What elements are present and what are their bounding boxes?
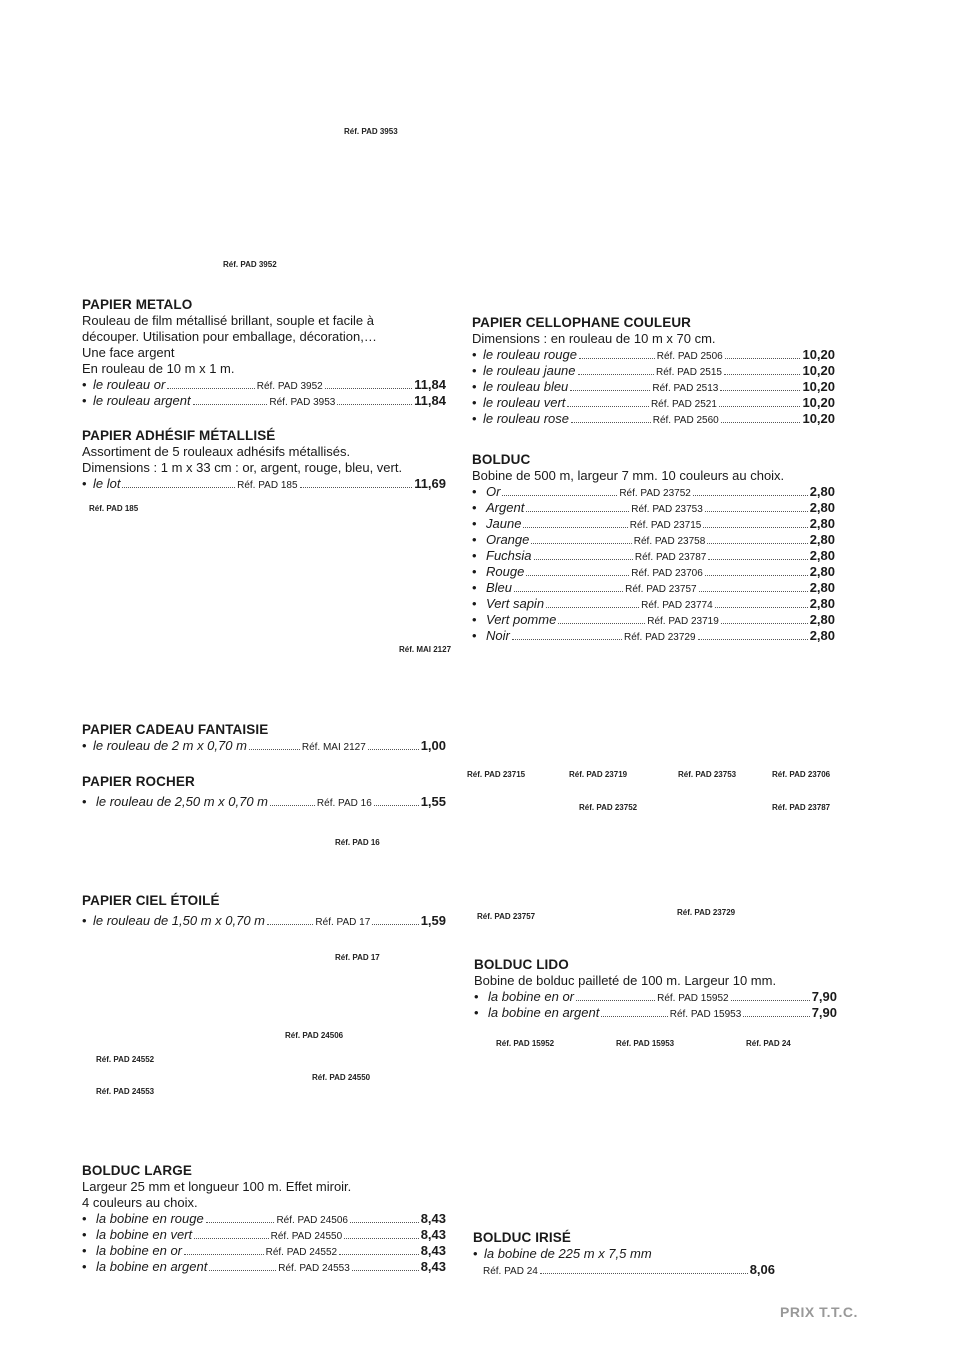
item-ref: Réf. PAD 23752 bbox=[619, 488, 691, 499]
item-price: 2,80 bbox=[809, 548, 835, 563]
price-row bbox=[472, 532, 835, 548]
leader-dots bbox=[708, 558, 807, 560]
description: Rouleau de film métallisé brillant, souple et facile à bbox=[82, 313, 374, 328]
leader-dots bbox=[339, 1253, 419, 1255]
leader-dots bbox=[720, 389, 800, 391]
leader-dots bbox=[184, 1253, 264, 1255]
item-price: 1,55 bbox=[420, 794, 446, 809]
description: Assortiment de 5 rouleaux adhésifs métallisés. bbox=[82, 444, 351, 459]
leader-dots bbox=[724, 373, 800, 375]
item-ref: Réf. PAD 24 bbox=[483, 1266, 538, 1277]
image-ref-tag: Réf. PAD 23706 bbox=[772, 770, 831, 779]
image-ref-tag: Réf. PAD 23729 bbox=[677, 908, 736, 917]
section-bolduc-large bbox=[82, 1163, 446, 1275]
price-row bbox=[472, 395, 835, 411]
item-price: 8,43 bbox=[420, 1211, 447, 1226]
image-ref-tag: Réf. PAD 15953 bbox=[616, 1039, 675, 1048]
section-bolduc-lido bbox=[474, 957, 837, 1021]
leader-dots bbox=[122, 486, 235, 488]
leader-dots bbox=[337, 403, 412, 405]
item-ref: Réf. PAD 3953 bbox=[269, 397, 336, 408]
leader-dots bbox=[721, 421, 801, 423]
image-ref-tag: Réf. PAD 24552 bbox=[96, 1055, 155, 1064]
item-price: 7,90 bbox=[811, 1005, 837, 1020]
item-price: 2,80 bbox=[809, 628, 835, 643]
item-ref: Réf. PAD 2560 bbox=[652, 415, 719, 426]
item-label: la bobine en vert bbox=[96, 1227, 193, 1242]
item-label: Vert sapin bbox=[486, 596, 545, 611]
leader-dots bbox=[167, 387, 254, 389]
description: Bobine de bolduc pailleté de 100 m. Largeur 10 mm. bbox=[474, 973, 777, 988]
image-ref-tag: Réf. PAD 24550 bbox=[312, 1073, 371, 1082]
leader-dots bbox=[715, 606, 808, 608]
leader-dots bbox=[693, 494, 808, 496]
item-price: 2,80 bbox=[809, 532, 835, 547]
item-label: la bobine en or bbox=[96, 1243, 183, 1258]
price-row bbox=[472, 580, 835, 596]
leader-dots bbox=[194, 1237, 269, 1239]
price-row bbox=[472, 596, 835, 612]
bullet-icon: • bbox=[472, 580, 477, 595]
item-label: le rouleau argent bbox=[93, 393, 191, 408]
item-price: 8,43 bbox=[420, 1227, 446, 1242]
item-label: Orange bbox=[486, 532, 530, 547]
image-ref-tag: Réf. PAD 16 bbox=[335, 838, 380, 847]
bullet-icon: • bbox=[472, 347, 477, 362]
section-title: BOLDUC LARGE bbox=[82, 1163, 192, 1178]
item-price: 11,84 bbox=[414, 393, 446, 408]
price-row bbox=[474, 1005, 837, 1021]
leader-dots bbox=[558, 622, 645, 624]
leader-dots bbox=[523, 526, 627, 528]
leader-dots bbox=[534, 558, 633, 560]
item-label: Rouge bbox=[486, 564, 525, 579]
section-title: BOLDUC bbox=[472, 452, 531, 467]
item-label: la bobine en argent bbox=[488, 1005, 600, 1020]
price-row bbox=[82, 1243, 446, 1259]
item-ref: Réf. PAD 2515 bbox=[656, 367, 722, 378]
item-price: 1,59 bbox=[420, 913, 446, 928]
leader-dots bbox=[721, 622, 808, 624]
item-ref: Réf. PAD 24550 bbox=[270, 1231, 343, 1242]
image-ref-tag: Réf. PAD 23753 bbox=[678, 770, 737, 779]
item-ref: Réf. PAD 23774 bbox=[641, 600, 713, 611]
bullet-icon: • bbox=[472, 548, 477, 563]
price-row bbox=[82, 1259, 446, 1275]
leader-dots bbox=[743, 1015, 809, 1017]
item-price: 2,80 bbox=[809, 612, 836, 627]
leader-dots bbox=[571, 421, 651, 423]
section-title: PAPIER CIEL ÉTOILÉ bbox=[82, 893, 220, 908]
image-ref-tag: Réf. PAD 23752 bbox=[579, 803, 638, 812]
item-ref: Réf. PAD 24552 bbox=[265, 1247, 338, 1258]
section-title: PAPIER ADHÉSIF MÉTALLISÉ bbox=[82, 428, 276, 443]
item-ref: Réf. PAD 15952 bbox=[657, 993, 729, 1004]
price-row bbox=[472, 363, 835, 379]
price-row bbox=[472, 564, 835, 580]
leader-dots bbox=[325, 387, 412, 389]
price-row bbox=[82, 1227, 446, 1243]
leader-dots bbox=[270, 804, 315, 806]
section-title: BOLDUC LIDO bbox=[474, 957, 569, 972]
image-ref-tag: Réf. PAD 24 bbox=[746, 1039, 791, 1048]
leader-dots bbox=[352, 1269, 419, 1271]
price-row bbox=[472, 516, 835, 532]
description: Largeur 25 mm et longueur 100 m. Effet miroir. bbox=[82, 1179, 352, 1194]
item-ref: Réf. PAD 24506 bbox=[276, 1215, 348, 1226]
bullet-icon: • bbox=[82, 738, 87, 753]
section-papier-ciel bbox=[82, 893, 446, 929]
item-label-row bbox=[473, 1246, 775, 1262]
item-ref: Réf. PAD 2506 bbox=[656, 351, 723, 362]
bullet-icon: • bbox=[473, 1246, 478, 1261]
item-price: 11,84 bbox=[414, 377, 447, 392]
item-price: 2,80 bbox=[809, 500, 835, 515]
item-label: le rouleau vert bbox=[483, 395, 566, 410]
item-label: la bobine en argent bbox=[96, 1259, 208, 1274]
item-price: 10,20 bbox=[802, 395, 835, 410]
image-ref-tag: Réf. PAD 23715 bbox=[467, 770, 526, 779]
bullet-icon: • bbox=[474, 1005, 479, 1020]
leader-dots bbox=[731, 999, 810, 1001]
image-ref-tag: Réf. PAD 23757 bbox=[477, 912, 536, 921]
item-ref: Réf. PAD 23706 bbox=[631, 568, 703, 579]
item-label: le rouleau de 2,50 m x 0,70 m bbox=[96, 794, 268, 809]
item-ref: Réf. PAD 185 bbox=[237, 480, 298, 491]
item-label: Or bbox=[486, 484, 501, 499]
item-price: 1,00 bbox=[420, 738, 446, 753]
section-title: PAPIER METALO bbox=[82, 297, 193, 312]
item-price: 2,80 bbox=[809, 596, 835, 611]
item-label: Fuchsia bbox=[486, 548, 532, 563]
bullet-icon: • bbox=[472, 516, 477, 531]
leader-dots bbox=[372, 923, 418, 925]
price-row bbox=[82, 913, 446, 929]
leader-dots bbox=[698, 638, 808, 640]
price-row bbox=[472, 628, 835, 644]
section-title: PAPIER ROCHER bbox=[82, 774, 195, 789]
item-price: 10,20 bbox=[802, 379, 835, 394]
bullet-icon: • bbox=[82, 913, 87, 928]
item-ref: Réf. PAD 17 bbox=[315, 917, 371, 928]
bullet-icon: • bbox=[472, 484, 477, 499]
bullet-icon: • bbox=[472, 564, 477, 579]
image-ref-tag: Réf. PAD 24506 bbox=[285, 1031, 344, 1040]
leader-dots bbox=[350, 1221, 419, 1223]
item-ref: Réf. PAD 23719 bbox=[647, 616, 719, 627]
leader-dots bbox=[579, 357, 655, 359]
item-label: le rouleau rouge bbox=[483, 347, 577, 362]
section-papier-cadeau bbox=[82, 722, 446, 754]
leader-dots bbox=[578, 373, 654, 375]
price-row bbox=[472, 379, 835, 395]
item-ref: Réf. PAD 23729 bbox=[624, 632, 696, 643]
bullet-icon: • bbox=[82, 1259, 87, 1274]
price-row bbox=[472, 411, 835, 427]
image-ref-tag: Réf. PAD 3953 bbox=[344, 127, 398, 136]
leader-dots bbox=[209, 1269, 276, 1271]
price-row bbox=[472, 612, 835, 628]
item-label: la bobine de 225 m x 7,5 mm bbox=[484, 1246, 652, 1261]
item-label: Vert pomme bbox=[486, 612, 557, 627]
price-row bbox=[472, 500, 835, 516]
image-ref-tag: Réf. PAD 24553 bbox=[96, 1087, 155, 1096]
leader-dots bbox=[725, 357, 801, 359]
item-label: le rouleau de 2 m x 0,70 m bbox=[93, 738, 247, 753]
bullet-icon: • bbox=[82, 1227, 87, 1242]
bullet-icon: • bbox=[472, 596, 477, 611]
leader-dots bbox=[502, 494, 617, 496]
leader-dots bbox=[707, 542, 807, 544]
description: découper. Utilisation pour emballage, décoration,… bbox=[82, 329, 377, 344]
bullet-icon: • bbox=[472, 395, 477, 410]
item-label: Argent bbox=[486, 500, 525, 515]
item-label: le lot bbox=[93, 476, 121, 491]
leader-dots bbox=[705, 574, 808, 576]
price-row bbox=[82, 1211, 446, 1227]
item-ref: Réf. PAD 3952 bbox=[256, 381, 323, 392]
item-ref: Réf. PAD 2521 bbox=[650, 399, 717, 410]
price-row bbox=[82, 794, 446, 810]
leader-dots bbox=[344, 1237, 419, 1239]
item-ref: Réf. PAD 16 bbox=[316, 798, 372, 809]
leader-dots bbox=[576, 999, 655, 1001]
item-ref: Réf. PAD 23787 bbox=[634, 552, 707, 563]
section-title: BOLDUC IRISÉ bbox=[473, 1230, 571, 1245]
item-label: Jaune bbox=[486, 516, 522, 531]
section-papier-adhesif bbox=[82, 428, 446, 492]
section-papier-rocher bbox=[82, 774, 446, 810]
leader-dots bbox=[601, 1015, 667, 1017]
price-row bbox=[473, 1262, 775, 1278]
bullet-icon: • bbox=[82, 377, 87, 392]
item-price: 10,20 bbox=[802, 363, 836, 378]
leader-dots bbox=[719, 405, 801, 407]
section-title: PAPIER CADEAU FANTAISIE bbox=[82, 722, 269, 737]
item-label: la bobine en rouge bbox=[96, 1211, 204, 1226]
item-price: 11,69 bbox=[414, 476, 447, 491]
price-row bbox=[82, 393, 446, 409]
leader-dots bbox=[249, 748, 300, 750]
leader-dots bbox=[526, 510, 629, 512]
description: Bobine de 500 m, largeur 7 mm. 10 couleurs au choix. bbox=[472, 468, 785, 483]
section-title: PAPIER CELLOPHANE COULEUR bbox=[472, 315, 692, 330]
price-row bbox=[472, 548, 835, 564]
image-ref-tag: Réf. MAI 2127 bbox=[399, 645, 452, 654]
item-ref: Réf. MAI 2127 bbox=[301, 742, 366, 753]
item-price: 2,80 bbox=[809, 516, 836, 531]
description: Dimensions : 1 m x 33 cm : or, argent, rouge, bleu, vert. bbox=[82, 460, 403, 475]
bullet-icon: • bbox=[82, 393, 87, 408]
item-label: le rouleau jaune bbox=[483, 363, 576, 378]
image-ref-tag: Réf. PAD 3952 bbox=[223, 260, 277, 269]
item-label: le rouleau or bbox=[93, 377, 166, 392]
item-label: le rouleau bleu bbox=[483, 379, 569, 394]
price-row bbox=[472, 484, 835, 500]
image-ref-tag: Réf. PAD 15952 bbox=[496, 1039, 555, 1048]
item-price: 8,43 bbox=[420, 1259, 446, 1274]
leader-dots bbox=[300, 486, 413, 488]
item-price: 2,80 bbox=[809, 580, 835, 595]
prix-ttc-label: PRIX T.T.C. bbox=[780, 1304, 858, 1320]
item-ref: Réf. PAD 23753 bbox=[631, 504, 703, 515]
description: Dimensions : en rouleau de 10 m x 70 cm. bbox=[472, 331, 716, 346]
leader-dots bbox=[526, 574, 629, 576]
item-ref: Réf. PAD 23715 bbox=[629, 520, 702, 531]
item-label: Bleu bbox=[486, 580, 513, 595]
item-price: 10,20 bbox=[802, 347, 836, 362]
bullet-icon: • bbox=[472, 628, 477, 643]
bullet-icon: • bbox=[472, 379, 477, 394]
leader-dots bbox=[540, 1272, 748, 1274]
section-bolduc-irise bbox=[473, 1230, 775, 1278]
bullet-icon: • bbox=[472, 411, 477, 426]
section-papier-cellophane bbox=[472, 315, 835, 427]
leader-dots bbox=[570, 389, 650, 391]
price-row bbox=[82, 476, 446, 492]
section-papier-metalo bbox=[82, 297, 446, 409]
item-label: Noir bbox=[486, 628, 510, 643]
leader-dots bbox=[546, 606, 639, 608]
bullet-icon: • bbox=[474, 989, 479, 1004]
item-price: 10,20 bbox=[802, 411, 836, 426]
image-ref-tag: Réf. PAD 23719 bbox=[569, 770, 628, 779]
image-ref-tag: Réf. PAD 23787 bbox=[772, 803, 831, 812]
leader-dots bbox=[193, 403, 268, 405]
item-label: la bobine en or bbox=[488, 989, 575, 1004]
description: En rouleau de 10 m x 1 m. bbox=[82, 361, 235, 376]
leader-dots bbox=[514, 590, 623, 592]
leader-dots bbox=[267, 923, 313, 925]
price-row bbox=[474, 989, 837, 1005]
item-price: 2,80 bbox=[809, 484, 836, 499]
price-row bbox=[82, 738, 446, 754]
item-price: 2,80 bbox=[809, 564, 835, 579]
leader-dots bbox=[699, 590, 808, 592]
item-ref: Réf. PAD 15953 bbox=[669, 1009, 742, 1020]
item-ref: Réf. PAD 24553 bbox=[278, 1263, 350, 1274]
bullet-icon: • bbox=[82, 794, 87, 809]
item-price: 7,90 bbox=[811, 989, 838, 1004]
item-ref: Réf. PAD 23758 bbox=[633, 536, 706, 547]
item-ref: Réf. PAD 23757 bbox=[625, 584, 697, 595]
leader-dots bbox=[206, 1221, 275, 1223]
image-ref-tag: Réf. PAD 185 bbox=[89, 504, 139, 513]
item-price: 8,43 bbox=[420, 1243, 447, 1258]
section-bolduc bbox=[472, 452, 835, 644]
item-label: le rouleau de 1,50 m x 0,70 m bbox=[93, 913, 265, 928]
price-row bbox=[82, 377, 446, 393]
image-ref-tag: Réf. PAD 17 bbox=[335, 953, 380, 962]
bullet-icon: • bbox=[82, 476, 87, 491]
item-ref: Réf. PAD 2513 bbox=[652, 383, 719, 394]
bullet-icon: • bbox=[472, 532, 477, 547]
leader-dots bbox=[705, 510, 808, 512]
bullet-icon: • bbox=[472, 363, 477, 378]
bullet-icon: • bbox=[82, 1243, 87, 1258]
leader-dots bbox=[512, 638, 622, 640]
leader-dots bbox=[374, 804, 419, 806]
item-label: le rouleau rose bbox=[483, 411, 569, 426]
description: Une face argent bbox=[82, 345, 175, 360]
bullet-icon: • bbox=[82, 1211, 87, 1226]
leader-dots bbox=[531, 542, 631, 544]
leader-dots bbox=[567, 405, 649, 407]
leader-dots bbox=[703, 526, 807, 528]
price-row bbox=[472, 347, 835, 363]
bullet-icon: • bbox=[472, 612, 477, 627]
description: 4 couleurs au choix. bbox=[82, 1195, 198, 1210]
leader-dots bbox=[368, 748, 419, 750]
item-price: 8,06 bbox=[749, 1262, 775, 1277]
bullet-icon: • bbox=[472, 500, 477, 515]
